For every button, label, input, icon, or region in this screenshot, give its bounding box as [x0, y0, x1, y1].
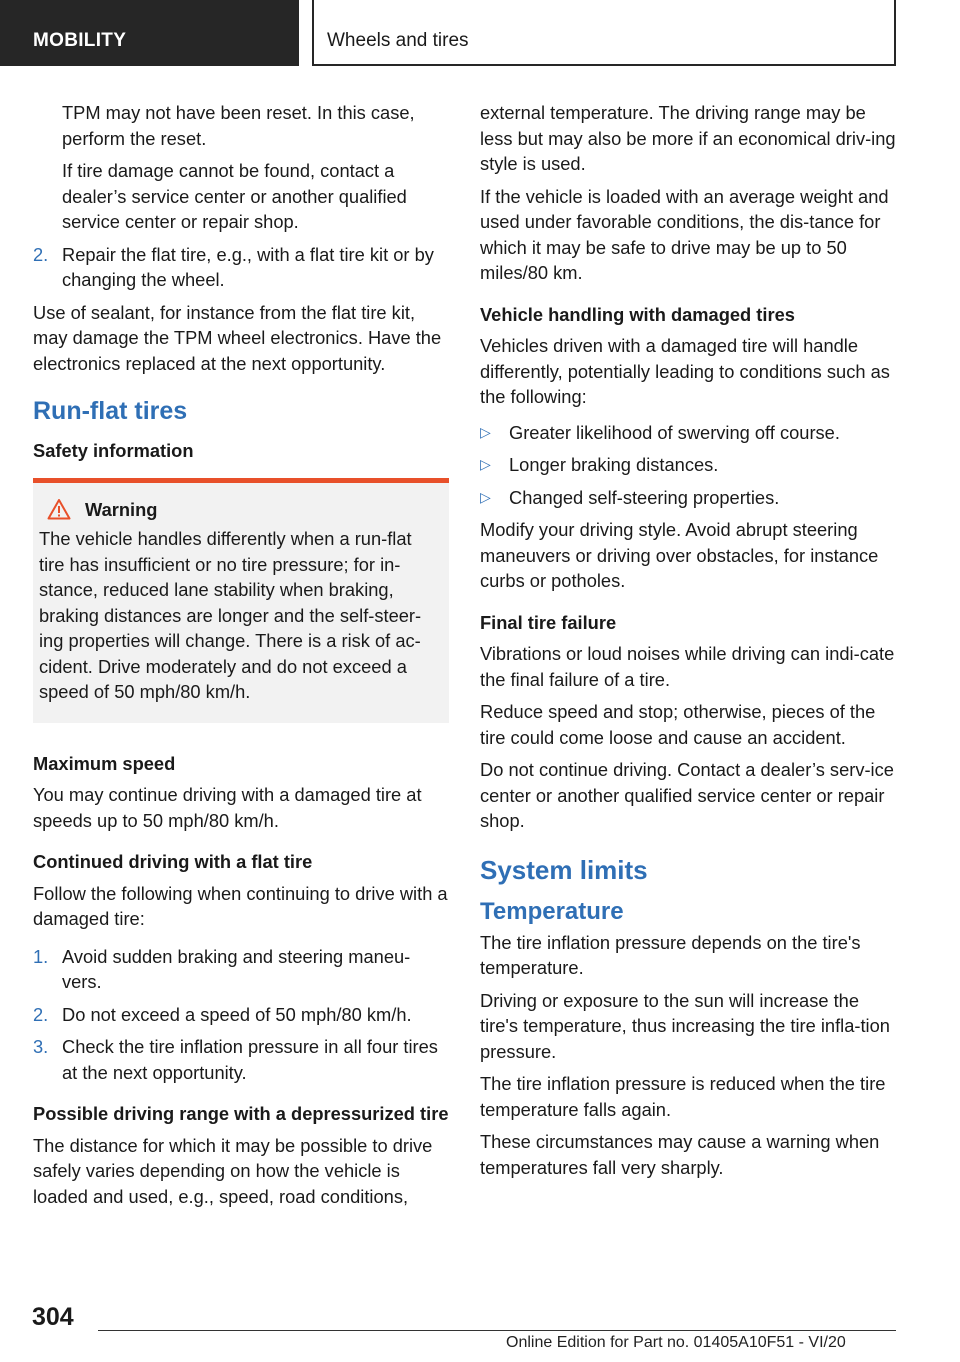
warning-triangle-icon — [47, 498, 71, 520]
paragraph: The distance for which it may be possible to drive safely varies depending on how the vehicle is loaded and used, e.g., speed, road conditions, — [33, 1134, 433, 1207]
triangle-bullet-icon: ▷ — [480, 488, 491, 505]
paragraph: TPM may not have been reset. In this case, perform the reset. — [62, 102, 415, 149]
subheading: Final tire failure — [480, 611, 617, 633]
list-number: 2. — [33, 1003, 49, 1025]
section-heading: System limits — [480, 854, 648, 885]
warning-title: Warning — [85, 498, 158, 520]
right-column — [480, 100, 896, 1187]
list-number: 1. — [33, 945, 49, 967]
subheading: Possible driving range with a depressurized tire — [33, 1103, 449, 1124]
list-number: 2. — [33, 243, 49, 265]
list-text: Do not exceed a speed of 50 mph/80 km/h. — [62, 1003, 412, 1025]
list-text: Greater likelihood of swerving off course. — [509, 421, 840, 443]
page-number: 304 — [32, 1303, 74, 1331]
paragraph: external temperature. The driving range may be less but may also be more if an economical driv-ing style is used. — [480, 102, 896, 174]
paragraph: Reduce speed and stop; otherwise, pieces of the tire could come loose and cause an accident. — [480, 701, 876, 748]
paragraph: You may continue driving with a damaged tire at speeds up to 50 mph/80 km/h. — [33, 784, 422, 831]
list-item — [33, 1034, 449, 1085]
paragraph: The tire inflation pressure depends on the tire's temperature. — [480, 931, 861, 978]
paragraph: Driving or exposure to the sun will increase the tire's temperature, thus increasing the tire infla-tion pressure. — [480, 989, 890, 1062]
paragraph: These circumstances may cause a warning when temperatures fall very sharply. — [480, 1131, 880, 1178]
list-number: 3. — [33, 1036, 49, 1057]
subheading: Maximum speed — [33, 752, 176, 774]
footer-divider — [98, 1330, 896, 1331]
warning-box — [33, 478, 449, 723]
edition-note: Online Edition for Part no. 01405A10F51 - VI/20 — [506, 1334, 846, 1351]
list-text: Longer braking distances. — [509, 454, 719, 475]
warning-header — [47, 497, 437, 523]
warning-text: The vehicle handles differently when a run-flat tire has insufficient or no tire pressure; for in-stance, reduced lane stability when braking, braking distances are longer and the self-steer-ing properties will change. There is a risk of ac-cident. Drive moderately and do not exceed a speed of 50 mph/80 km/h. — [39, 528, 422, 702]
subsection-heading: Temperature — [480, 897, 624, 925]
list-text: Check the tire inflation pressure in all four tires at the next opportunity. — [62, 1036, 438, 1083]
paragraph: Vibrations or loud noises while driving can indi-cate the final failure of a tire. — [480, 643, 895, 690]
subheading: Continued driving with a flat tire — [33, 851, 313, 872]
left-column — [33, 100, 449, 1216]
triangle-bullet-icon: ▷ — [480, 456, 491, 472]
list-item — [480, 452, 896, 478]
list-item — [33, 944, 449, 995]
page-header — [0, 0, 960, 66]
paragraph: Follow the following when continuing to drive with a damaged tire: — [33, 882, 448, 929]
chapter-title: Wheels and tires — [312, 0, 896, 66]
paragraph: If tire damage cannot be found, contact a dealer’s service center or another qualified service center or repair shop. — [62, 160, 407, 232]
section-tab: MOBILITY — [0, 0, 299, 66]
list-text: Avoid sudden braking and steering maneu-vers. — [62, 945, 411, 992]
list-text: Changed self-steering properties. — [509, 486, 780, 508]
subheading: Safety information — [33, 440, 194, 461]
list-item — [33, 1002, 449, 1028]
paragraph: Modify your driving style. Avoid abrupt steering maneuvers or driving over obstacles, for instance curbs or potholes. — [480, 519, 879, 591]
list-item — [33, 242, 449, 293]
paragraph: Use of sealant, for instance from the flat tire kit, may damage the TPM wheel electronics. Have the electronics replaced at the next opportunity. — [33, 301, 442, 374]
section-heading: Run-flat tires — [33, 397, 188, 425]
paragraph: Vehicles driven with a damaged tire will handle differently, potentially leading to conditions such as the following: — [480, 335, 890, 407]
list-item — [480, 420, 896, 446]
subheading: Vehicle handling with damaged tires — [480, 303, 795, 325]
triangle-bullet-icon: ▷ — [480, 423, 491, 440]
list-item — [480, 485, 896, 511]
paragraph: Do not continue driving. Contact a dealer’s serv-ice center or another qualified service center or repair shop. — [480, 759, 894, 831]
list-text: Repair the flat tire, e.g., with a flat tire kit or by changing the wheel. — [62, 243, 434, 290]
paragraph: The tire inflation pressure is reduced when the tire temperature falls again. — [480, 1073, 886, 1120]
paragraph: If the vehicle is loaded with an average weight and used under favorable conditions, the dis-tance for which it may be safe to drive may be up to 50 miles/80 km. — [480, 185, 889, 283]
